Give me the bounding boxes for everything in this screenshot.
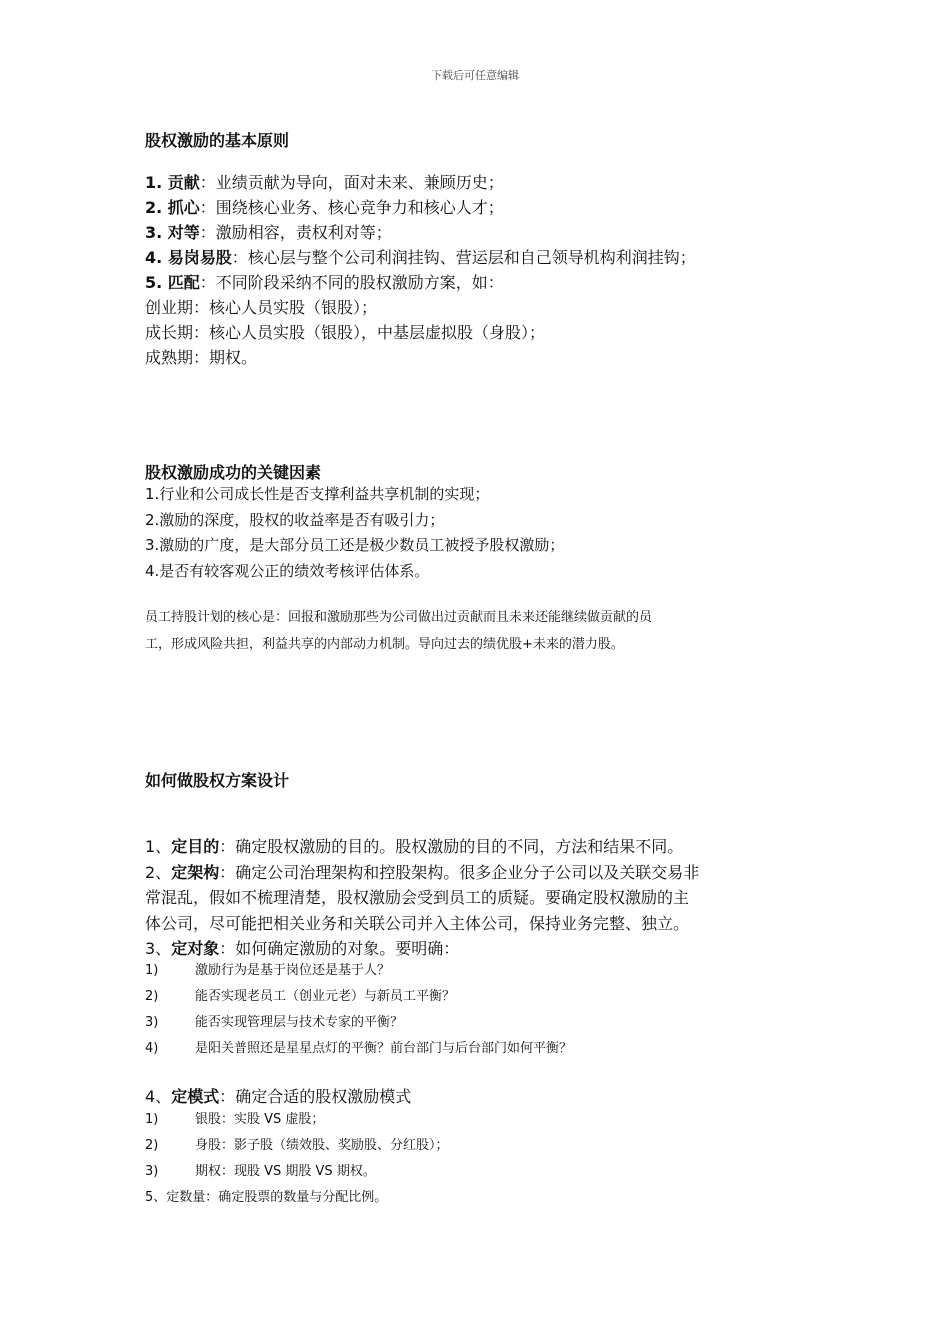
principle-label: 1. 贡献 bbox=[145, 173, 200, 192]
step-continuation: 体公司，尽可能把相关业务和关联公司并入主体公司，保持业务完整、独立。 bbox=[145, 913, 690, 933]
step-text: ：如何确定激励的对象。要明确： bbox=[219, 939, 460, 958]
target-questions-list bbox=[145, 958, 572, 1062]
sub-item-number: 1) bbox=[145, 1112, 159, 1127]
factor-item: 2.激励的深度，股权的收益率是否有吸引力； bbox=[145, 510, 445, 529]
sub-item bbox=[145, 1159, 449, 1185]
principles-list bbox=[145, 170, 696, 370]
step-label: 定对象 bbox=[171, 939, 220, 958]
sub-item-number: 2) bbox=[145, 989, 159, 1004]
step-label: 定目的 bbox=[171, 837, 220, 856]
step-prefix: 1、 bbox=[145, 837, 172, 856]
sub-item-text: 能否实现老员工（创业元老）与新员工平衡？ bbox=[195, 989, 456, 1004]
principle-label: 4. 易岗易股 bbox=[145, 248, 232, 267]
factor-item: 3.激励的广度，是大部分员工还是极少数员工被授予股权激励； bbox=[145, 536, 565, 554]
principle-item bbox=[145, 220, 696, 245]
step-continuation: 常混乱，假如不梳理清楚，股权激励会受到员工的质疑。要确定股权激励的主 bbox=[145, 888, 690, 907]
sub-item-text: 能否实现管理层与技术专家的平衡？ bbox=[195, 1015, 404, 1030]
principle-item bbox=[145, 195, 696, 220]
esop-note-line: 工，形成风险共担，利益共享的内部动力机制。导向过去的绩优股+未来的潜力股。 bbox=[145, 637, 624, 652]
step-text: ：确定公司治理架构和控股架构。很多企业分子公司以及关联交易非 bbox=[219, 862, 700, 882]
sub-item-number: 2) bbox=[145, 1138, 159, 1153]
principle-label: 2. 抓心 bbox=[145, 198, 200, 217]
step-item bbox=[145, 1084, 411, 1109]
step-prefix: 3、 bbox=[145, 939, 172, 958]
step-prefix: 2、 bbox=[145, 862, 172, 882]
sub-item bbox=[145, 984, 572, 1010]
principle-label: 5. 匹配 bbox=[145, 273, 200, 292]
principle-text: ：围绕核心业务、核心竞争力和核心人才； bbox=[199, 198, 504, 217]
sub-item-text: 期权：现股 VS 期股 VS 期权。 bbox=[195, 1164, 376, 1179]
esop-note-line: 员工持股计划的核心是：回报和激励那些为公司做出过贡献而且未来还能继续做贡献的员 bbox=[145, 610, 653, 625]
sub-item-number: 4) bbox=[145, 1041, 159, 1056]
principle-text: ：激励相容，责权利对等； bbox=[199, 223, 392, 242]
mode-list bbox=[145, 1107, 449, 1211]
sub-item-number: 3) bbox=[145, 1015, 159, 1030]
sub-item-number: 1) bbox=[145, 963, 159, 978]
principle-item bbox=[145, 170, 696, 195]
step-text: ：确定股权激励的目的。股权激励的目的不同，方法和结果不同。 bbox=[219, 837, 684, 856]
factor-item: 1.行业和公司成长性是否支撑利益共享机制的实现； bbox=[145, 485, 490, 503]
step-prefix: 4、 bbox=[145, 1087, 172, 1106]
section-title-plan-design: 如何做股权方案设计 bbox=[145, 771, 290, 790]
step-item: 5、定数量：确定股票的数量与分配比例。 bbox=[145, 1190, 388, 1205]
sub-item-text: 是阳关普照还是星星点灯的平衡？前台部门与后台部门如何平衡？ bbox=[195, 1041, 573, 1056]
step-label: 定架构 bbox=[171, 862, 220, 882]
sub-item bbox=[145, 1107, 449, 1133]
step-label: 定模式 bbox=[171, 1087, 220, 1106]
principle-label: 3. 对等 bbox=[145, 223, 200, 242]
principle-item bbox=[145, 245, 696, 270]
page-header: 下载后可任意编辑 bbox=[431, 69, 519, 82]
key-factors-list bbox=[145, 482, 564, 584]
step-item bbox=[145, 860, 813, 886]
sub-item bbox=[145, 1036, 572, 1062]
step-item bbox=[145, 834, 813, 860]
sub-item bbox=[145, 958, 572, 984]
sub-item bbox=[145, 1133, 449, 1159]
principle-text: ：不同阶段采纳不同的股权激励方案，如： bbox=[199, 273, 504, 292]
step-text: ：确定合适的股权激励模式 bbox=[219, 1087, 412, 1106]
factor-item: 4.是否有较客观公正的绩效考核评估体系。 bbox=[145, 561, 430, 580]
stage-item: 创业期：核心人员实股（银股）； bbox=[145, 298, 378, 317]
sub-item-text: 银股：实股 VS 虚股； bbox=[195, 1112, 325, 1127]
principle-item bbox=[145, 270, 696, 295]
design-steps bbox=[145, 834, 813, 962]
esop-note bbox=[145, 604, 652, 658]
principle-text: ：业绩贡献为导向，面对未来、兼顾历史； bbox=[199, 173, 504, 192]
sub-item bbox=[145, 1010, 572, 1036]
sub-item-text: 激励行为是基于岗位还是基于人？ bbox=[195, 963, 391, 978]
section-title-key-factors: 股权激励成功的关键因素 bbox=[145, 463, 322, 482]
stage-item: 成熟期：期权。 bbox=[145, 348, 258, 367]
sub-item-text: 身股：影子股（绩效股、奖励股、分红股）； bbox=[195, 1138, 449, 1153]
sub-item-number: 3) bbox=[145, 1164, 159, 1179]
principle-text: ：核心层与整个公司利润挂钩、营运层和自己领导机构利润挂钩； bbox=[231, 248, 696, 267]
stage-item: 成长期：核心人员实股（银股），中基层虚拟股（身股）； bbox=[145, 323, 546, 342]
section-title-basic-principles: 股权激励的基本原则 bbox=[145, 131, 290, 150]
